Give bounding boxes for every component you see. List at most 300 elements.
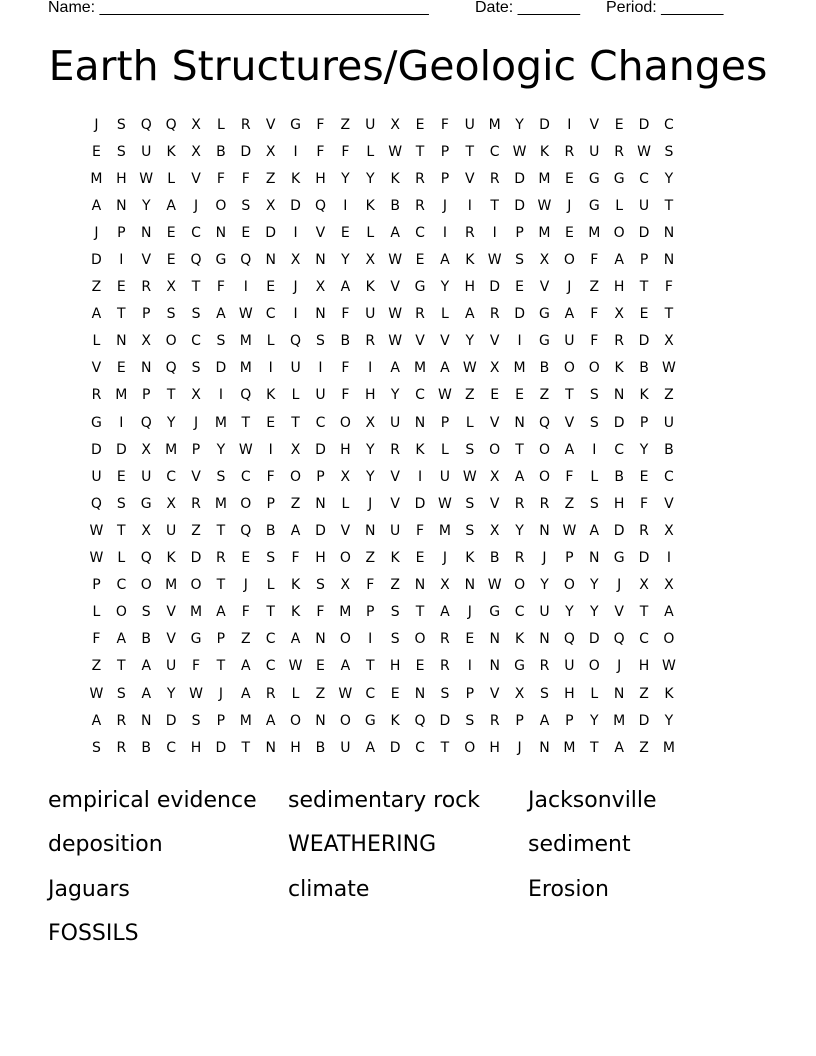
grid-cell: O xyxy=(215,197,227,214)
grid-cell: A xyxy=(564,441,575,458)
grid-cell: S xyxy=(465,712,475,729)
grid-row xyxy=(84,572,732,599)
grid-cell: E xyxy=(415,658,425,675)
grid-cell: P xyxy=(440,143,450,160)
grid-cell: P xyxy=(440,170,450,187)
grid-cell: C xyxy=(639,170,649,187)
grid-cell: T xyxy=(291,414,300,431)
grid-cell: U xyxy=(340,739,351,756)
grid-cell: X xyxy=(141,522,152,539)
grid-cell: Z xyxy=(91,658,102,675)
grid-cell: I xyxy=(467,197,472,214)
grid-cell: S xyxy=(116,116,126,133)
grid-cell: N xyxy=(116,197,127,214)
grid-cell: I xyxy=(517,333,522,350)
grid-cell: A xyxy=(465,306,475,323)
grid-cell: U xyxy=(141,468,152,485)
grid-cell: V xyxy=(589,116,600,133)
grid-cell: T xyxy=(490,197,499,214)
grid-cell: K xyxy=(266,387,276,404)
grid-cell: R xyxy=(539,658,550,675)
grid-cell: I xyxy=(417,468,423,485)
grid-cell: V xyxy=(390,279,400,296)
grid-cell: N xyxy=(315,495,326,512)
grid-cell: Y xyxy=(365,468,375,485)
grid-cell: N xyxy=(539,631,550,648)
grid-cell: B xyxy=(489,550,500,567)
grid-cell: D xyxy=(91,441,102,458)
grid-cell: W xyxy=(388,333,403,350)
grid-cell: X xyxy=(141,333,152,350)
grid-cell: K xyxy=(390,550,400,567)
grid-cell: A xyxy=(514,468,525,485)
grid-cell: R xyxy=(240,116,251,133)
grid-cell: M xyxy=(413,360,427,377)
word-bank xyxy=(48,778,768,956)
grid-cell: Z xyxy=(589,279,600,296)
grid-cell: I xyxy=(343,197,348,214)
grid-cell: W xyxy=(512,143,527,160)
grid-cell: Y xyxy=(216,441,226,458)
grid-cell: Y xyxy=(589,604,599,621)
grid-cell: W xyxy=(238,306,253,323)
grid-cell: O xyxy=(588,360,600,377)
grid-cell: C xyxy=(415,739,425,756)
grid-cell: Y xyxy=(440,279,450,296)
name-field: Name: _____________________________________ xyxy=(48,0,429,16)
grid-cell: E xyxy=(564,224,574,241)
grid-cell: I xyxy=(293,224,298,241)
grid-cell: P xyxy=(117,224,126,241)
grid-cell: W xyxy=(537,197,552,214)
grid-cell: R xyxy=(390,441,400,458)
grid-cell: A xyxy=(216,604,226,621)
grid-cell: C xyxy=(415,387,425,404)
grid-cell: S xyxy=(266,550,276,567)
grid-cell: A xyxy=(340,279,351,296)
grid-cell: F xyxy=(366,577,375,594)
grid-cell: P xyxy=(440,414,450,431)
grid-cell: W xyxy=(462,360,477,377)
word-bank-item: sediment xyxy=(528,832,631,858)
grid-cell: D xyxy=(638,333,650,350)
grid-cell: P xyxy=(142,387,151,404)
grid-cell: N xyxy=(315,631,326,648)
grid-cell: R xyxy=(514,495,525,512)
grid-cell: V xyxy=(91,360,102,377)
grid-cell: X xyxy=(614,306,624,323)
grid-cell: C xyxy=(514,604,525,621)
grid-cell: V xyxy=(390,495,400,512)
word-bank-item: WEATHERING xyxy=(288,832,437,858)
grid-cell: S xyxy=(216,468,226,485)
grid-cell: O xyxy=(563,252,575,269)
grid-cell: T xyxy=(415,604,425,621)
grid-cell: Z xyxy=(265,170,276,187)
grid-cell: X xyxy=(191,116,201,133)
grid-cell: H xyxy=(489,739,500,756)
grid-cell: X xyxy=(539,252,550,269)
word-bank-item: FOSSILS xyxy=(48,921,139,947)
grid-cell: A xyxy=(664,604,674,621)
grid-cell: N xyxy=(315,306,326,323)
grid-cell: W xyxy=(238,441,253,458)
date-field: Date: _______ xyxy=(475,0,580,16)
word-bank-item: Jacksonville xyxy=(528,787,657,813)
grid-cell: K xyxy=(415,441,425,458)
grid-cell: I xyxy=(293,306,298,323)
grid-cell: L xyxy=(590,685,599,702)
grid-cell: Q xyxy=(190,252,202,269)
grid-cell: O xyxy=(140,577,152,594)
grid-cell: U xyxy=(564,658,575,675)
grid-cell: W xyxy=(288,658,303,675)
grid-cell: R xyxy=(614,333,625,350)
header xyxy=(48,0,748,20)
grid-cell: Y xyxy=(515,522,524,539)
grid-cell: E xyxy=(340,224,350,241)
grid-cell: O xyxy=(613,224,625,241)
grid-cell: G xyxy=(215,252,227,269)
grid-cell: O xyxy=(240,495,252,512)
grid-cell: V xyxy=(465,170,475,187)
grid-cell: E xyxy=(166,252,176,269)
grid-cell: U xyxy=(290,360,301,377)
grid-cell: A xyxy=(91,306,102,323)
grid-cell: F xyxy=(640,495,649,512)
grid-cell: D xyxy=(638,116,650,133)
grid-cell: I xyxy=(368,631,373,648)
grid-cell: F xyxy=(341,360,350,377)
grid-cell: L xyxy=(167,170,176,187)
grid-cell: X xyxy=(489,522,500,539)
grid-row xyxy=(84,274,732,301)
grid-cell: H xyxy=(340,441,351,458)
grid-cell: B xyxy=(390,197,400,214)
grid-cell: B xyxy=(315,739,326,756)
grid-row xyxy=(84,138,732,165)
grid-cell: C xyxy=(166,739,176,756)
grid-cell: R xyxy=(415,306,425,323)
grid-cell: K xyxy=(639,387,649,404)
grid-cell: J xyxy=(94,116,99,133)
grid-cell: F xyxy=(316,143,325,160)
word-bank-item: climate xyxy=(288,876,370,902)
grid-cell: L xyxy=(117,550,126,567)
grid-cell: M xyxy=(90,170,103,187)
grid-cell: X xyxy=(265,143,276,160)
grid-cell: D xyxy=(315,441,326,458)
grid-cell: F xyxy=(590,252,599,269)
grid-cell: R xyxy=(191,495,201,512)
grid-cell: W xyxy=(388,306,403,323)
grid-cell: X xyxy=(664,577,674,594)
grid-cell: Y xyxy=(141,197,151,214)
grid-cell: D xyxy=(514,197,525,214)
grid-row xyxy=(84,463,732,490)
grid-cell: E xyxy=(614,116,624,133)
grid-cell: M xyxy=(165,577,178,594)
grid-cell: S xyxy=(191,360,201,377)
grid-cell: A xyxy=(290,631,301,648)
grid-cell: A xyxy=(390,360,400,377)
grid-cell: J xyxy=(517,739,522,756)
grid-cell: C xyxy=(240,468,251,485)
grid-cell: N xyxy=(613,685,625,702)
grid-cell: T xyxy=(664,306,674,323)
word-bank-item: deposition xyxy=(48,832,163,858)
grid-cell: A xyxy=(440,252,450,269)
grid-cell: E xyxy=(166,224,176,241)
grid-cell: U xyxy=(564,333,575,350)
grid-cell: W xyxy=(388,252,403,269)
grid-cell: X xyxy=(265,197,276,214)
grid-cell: Z xyxy=(290,495,301,512)
grid-cell: N xyxy=(414,685,426,702)
grid-cell: O xyxy=(290,468,302,485)
grid-cell: F xyxy=(415,522,425,539)
grid-cell: B xyxy=(664,441,674,458)
grid-cell: G xyxy=(613,170,625,187)
grid-cell: T xyxy=(117,658,126,675)
grid-cell: D xyxy=(91,252,102,269)
grid-cell: S xyxy=(515,252,525,269)
grid-cell: U xyxy=(141,143,152,160)
grid-cell: S xyxy=(92,739,101,756)
grid-cell: K xyxy=(166,143,176,160)
grid-cell: K xyxy=(539,143,550,160)
grid-cell: E xyxy=(241,550,251,567)
grid-cell: B xyxy=(539,360,550,377)
grid-cell: N xyxy=(315,252,326,269)
grid-cell: Y xyxy=(639,441,649,458)
grid-cell: U xyxy=(365,116,376,133)
grid-cell: I xyxy=(592,441,597,458)
grid-cell: U xyxy=(91,468,102,485)
grid-cell: D xyxy=(514,306,525,323)
grid-cell: K xyxy=(166,550,176,567)
grid-row xyxy=(84,707,732,734)
grid-cell: K xyxy=(465,252,475,269)
grid-cell: L xyxy=(266,333,275,350)
grid-cell: L xyxy=(266,577,275,594)
grid-cell: W xyxy=(637,143,651,160)
grid-cell: U xyxy=(165,522,177,539)
grid-cell: Z xyxy=(465,387,475,404)
grid-cell: Q xyxy=(240,387,252,404)
grid-cell: P xyxy=(565,712,574,729)
grid-cell: L xyxy=(92,333,101,350)
grid-cell: K xyxy=(514,631,525,648)
grid-cell: Y xyxy=(341,252,350,269)
grid-cell: Q xyxy=(563,631,575,648)
grid-cell: N xyxy=(663,252,675,269)
grid-cell: R xyxy=(514,550,525,567)
grid-cell: E xyxy=(515,279,525,296)
grid-cell: M xyxy=(538,224,551,241)
grid-cell: I xyxy=(293,143,298,160)
grid-cell: N xyxy=(514,414,525,431)
grid-cell: Z xyxy=(390,577,400,594)
grid-cell: P xyxy=(565,550,574,567)
grid-cell: R xyxy=(489,170,500,187)
grid-cell: E xyxy=(465,631,475,648)
grid-cell: M xyxy=(339,604,352,621)
grid-cell: D xyxy=(588,631,600,648)
grid-cell: N xyxy=(539,522,550,539)
grid-row xyxy=(84,219,732,246)
grid-cell: B xyxy=(340,333,351,350)
grid-cell: Z xyxy=(539,387,550,404)
grid-cell: B xyxy=(216,143,226,160)
grid-cell: Y xyxy=(465,333,475,350)
word-search-grid xyxy=(84,111,732,761)
grid-cell: Q xyxy=(240,252,252,269)
grid-cell: R xyxy=(216,550,226,567)
grid-row xyxy=(84,165,732,192)
grid-cell: C xyxy=(664,116,674,133)
grid-cell: U xyxy=(439,468,451,485)
grid-cell: U xyxy=(589,143,600,160)
grid-row xyxy=(84,599,732,626)
grid-cell: V xyxy=(265,116,276,133)
grid-cell: W xyxy=(487,577,502,594)
grid-cell: L xyxy=(441,306,449,323)
grid-cell: R xyxy=(489,712,500,729)
grid-cell: H xyxy=(638,658,650,675)
grid-cell: V xyxy=(664,495,674,512)
grid-cell: Z xyxy=(365,550,376,567)
grid-cell: C xyxy=(614,441,625,458)
grid-row xyxy=(84,192,732,219)
grid-cell: K xyxy=(290,170,301,187)
grid-cell: D xyxy=(240,143,252,160)
grid-cell: N xyxy=(464,577,476,594)
grid-row xyxy=(84,436,732,463)
grid-cell: P xyxy=(366,604,375,621)
grid-cell: Z xyxy=(664,387,674,404)
grid-cell: G xyxy=(539,333,550,350)
grid-cell: K xyxy=(465,550,475,567)
grid-cell: F xyxy=(440,116,449,133)
grid-cell: U xyxy=(365,306,376,323)
grid-cell: D xyxy=(613,414,625,431)
grid-cell: Q xyxy=(140,414,152,431)
grid-cell: S xyxy=(390,631,400,648)
grid-cell: N xyxy=(265,739,276,756)
grid-cell: X xyxy=(340,577,351,594)
grid-cell: W xyxy=(462,468,477,485)
grid-cell: K xyxy=(390,170,400,187)
grid-cell: Q xyxy=(240,522,252,539)
grid-cell: W xyxy=(189,685,203,702)
grid-cell: H xyxy=(315,170,326,187)
grid-cell: K xyxy=(290,604,301,621)
grid-cell: A xyxy=(265,712,276,729)
grid-cell: E xyxy=(415,550,425,567)
grid-cell: W xyxy=(89,522,104,539)
grid-cell: I xyxy=(467,658,472,675)
grid-cell: Z xyxy=(315,685,326,702)
grid-cell: F xyxy=(565,468,574,485)
grid-cell: S xyxy=(589,495,599,512)
grid-cell: V xyxy=(315,224,326,241)
grid-cell: A xyxy=(91,712,102,729)
grid-cell: E xyxy=(490,387,500,404)
word-bank-item: Jaguars xyxy=(48,876,130,902)
grid-cell: C xyxy=(265,631,276,648)
grid-cell: F xyxy=(341,387,350,404)
grid-cell: Y xyxy=(589,712,599,729)
grid-cell: K xyxy=(614,360,624,377)
grid-cell: R xyxy=(440,631,450,648)
grid-cell: N xyxy=(140,712,152,729)
grid-cell: M xyxy=(613,712,626,729)
grid-cell: A xyxy=(91,197,102,214)
grid-cell: E xyxy=(266,414,276,431)
grid-cell: Z xyxy=(564,495,575,512)
grid-cell: C xyxy=(415,224,425,241)
grid-cell: Q xyxy=(414,712,426,729)
grid-cell: M xyxy=(538,170,551,187)
grid-cell: Y xyxy=(166,414,176,431)
grid-cell: F xyxy=(316,116,325,133)
grid-cell: M xyxy=(239,712,252,729)
grid-cell: N xyxy=(265,252,276,269)
grid-cell: Z xyxy=(91,279,102,296)
grid-cell: I xyxy=(119,414,124,431)
grid-cell: M xyxy=(189,604,203,621)
grid-cell: I xyxy=(243,279,248,296)
grid-cell: Y xyxy=(515,116,524,133)
grid-cell: R xyxy=(489,306,500,323)
grid-cell: A xyxy=(589,522,600,539)
grid-cell: P xyxy=(515,224,524,241)
grid-cell: W xyxy=(562,522,577,539)
grid-cell: D xyxy=(638,712,650,729)
grid-cell: E xyxy=(92,143,101,160)
grid-cell: A xyxy=(141,658,152,675)
word-bank-row xyxy=(48,778,768,823)
grid-cell: Y xyxy=(390,387,400,404)
grid-cell: C xyxy=(639,631,649,648)
grid-cell: Z xyxy=(639,685,649,702)
grid-cell: Q xyxy=(90,495,102,512)
grid-cell: A xyxy=(166,197,176,214)
grid-cell: L xyxy=(291,685,300,702)
grid-cell: I xyxy=(318,360,323,377)
grid-cell: H xyxy=(389,658,401,675)
grid-cell: I xyxy=(268,360,273,377)
grid-cell: V xyxy=(340,522,351,539)
grid-cell: V xyxy=(141,252,152,269)
grid-cell: W xyxy=(388,143,403,160)
grid-cell: N xyxy=(489,658,500,675)
grid-cell: O xyxy=(339,414,351,431)
word-bank-row xyxy=(48,867,768,912)
grid-cell: Q xyxy=(290,333,302,350)
grid-cell: F xyxy=(216,170,225,187)
grid-cell: H xyxy=(464,279,476,296)
grid-cell: C xyxy=(191,224,201,241)
grid-cell: R xyxy=(415,170,425,187)
grid-cell: B xyxy=(141,631,152,648)
grid-cell: C xyxy=(664,468,674,485)
grid-cell: J xyxy=(193,197,199,214)
grid-cell: L xyxy=(341,495,350,512)
grid-cell: W xyxy=(662,360,676,377)
grid-cell: V xyxy=(166,631,176,648)
